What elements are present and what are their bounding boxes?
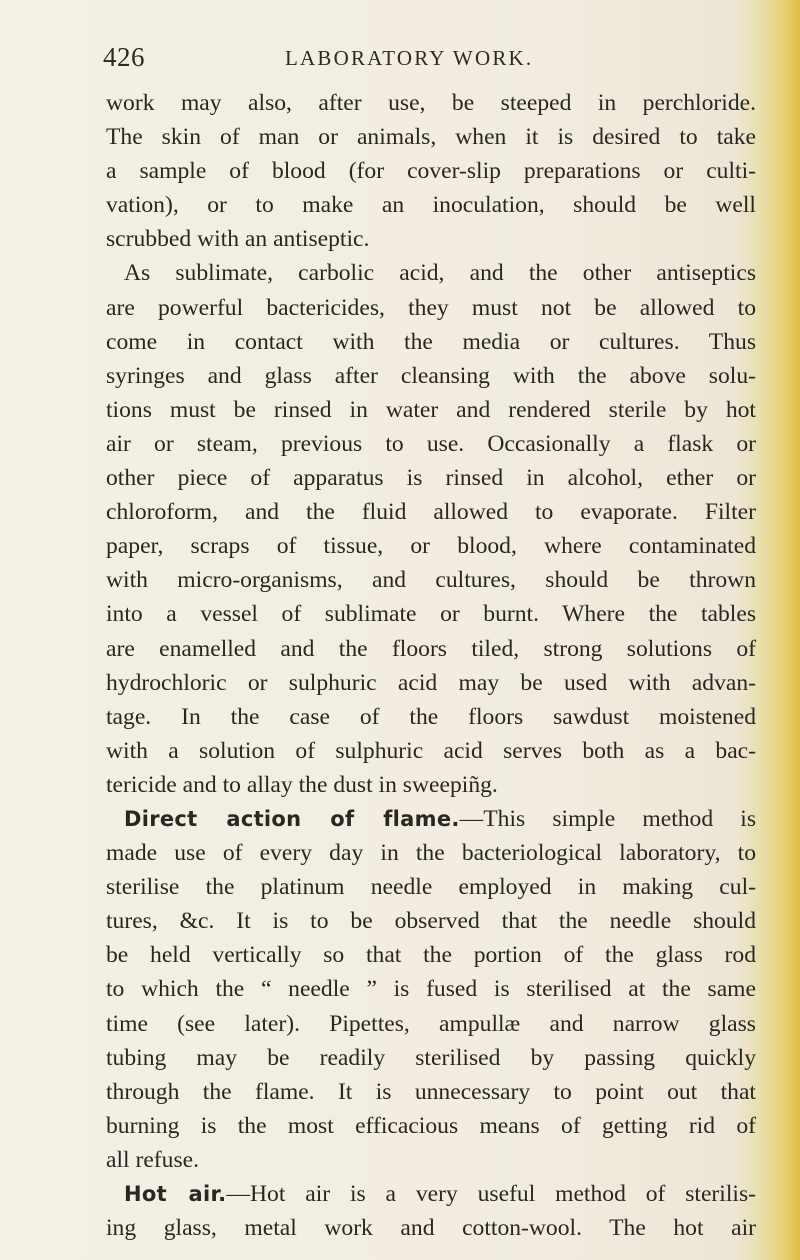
- running-title: LABORATORY WORK.: [285, 46, 534, 70]
- text-line: hydrochloric or sulphuric acid may be used with advan-: [106, 669, 756, 696]
- text-line: all refuse.: [106, 1146, 200, 1173]
- text-line: burning is the most efficacious means of getting rid of: [106, 1112, 756, 1139]
- text-line: tions must be rinsed in water and rendered sterile by hot: [106, 396, 756, 423]
- text-line: air or steam, previous to use. Occasionally a flask or: [106, 430, 756, 457]
- text-line: tures, &c. It is to be observed that the needle should: [106, 908, 756, 935]
- text-line: be held vertically so that the portion of the glass rod: [106, 942, 756, 969]
- section-heading: Hot air.: [124, 1182, 227, 1206]
- text-line: with a solution of sulphuric acid serves both as a bac-: [106, 737, 756, 764]
- text-line: The skin of man or animals, when it is desired to take: [106, 124, 756, 151]
- text-line: chloroform, and the fluid allowed to evaporate. Filter: [106, 499, 756, 526]
- text-line: As sublimate, carbolic acid, and the other antiseptics: [124, 260, 756, 287]
- text-line: vation), or to make an inoculation, should be well: [106, 192, 756, 219]
- text-line: are powerful bactericides, they must not be allowed to: [106, 294, 756, 321]
- text-line: tubing may be readily sterilised by passing quickly: [106, 1044, 756, 1071]
- page-header: [0, 40, 800, 84]
- text-line: made use of every day in the bacteriological laboratory, to: [106, 840, 756, 867]
- text-line: work may also, after use, be steeped in perchloride.: [106, 90, 756, 116]
- text-line: ing glass, metal work and cotton-wool. The hot air: [106, 1215, 756, 1242]
- text-line: syringes and glass after cleansing with the above solu-: [106, 362, 756, 389]
- body-text: [106, 86, 756, 1245]
- page-number: 426: [103, 42, 145, 72]
- text-line: scrubbed with an antiseptic.: [106, 226, 370, 253]
- text-line: into a vessel of sublimate or burnt. Where the tables: [106, 601, 756, 628]
- text-line: through the flame. It is unnecessary to point out that: [106, 1078, 756, 1105]
- text-line: tericide and to allay the dust in sweepiñg.: [106, 771, 498, 798]
- text-line: are enamelled and the floors tiled, strong solutions of: [106, 635, 756, 662]
- text-line: other piece of apparatus is rinsed in alcohol, ether or: [106, 465, 756, 492]
- text-line: to which the “ needle ” is fused is sterilised at the same: [106, 976, 756, 1003]
- text-line: Direct action of flame.—This simple method is: [124, 805, 757, 832]
- text-line: Hot air.—Hot air is a very useful method of sterilis-: [124, 1181, 756, 1207]
- text-line: tage. In the case of the floors sawdust moistened: [106, 703, 756, 730]
- text-line: paper, scraps of tissue, or blood, where contaminated: [106, 533, 756, 560]
- text-line: with micro-organisms, and cultures, should be thrown: [106, 567, 756, 594]
- text-line: time (see later). Pipettes, ampullæ and narrow glass: [106, 1010, 756, 1037]
- text-line: sterilise the platinum needle employed in making cul-: [106, 874, 756, 901]
- text-line: come in contact with the media or cultures. Thus: [106, 328, 756, 355]
- section-heading: Direct action of flame.: [124, 806, 460, 831]
- text-line: a sample of blood (for cover-slip preparations or culti-: [106, 158, 756, 185]
- page-edge-shadow: [770, 0, 800, 1260]
